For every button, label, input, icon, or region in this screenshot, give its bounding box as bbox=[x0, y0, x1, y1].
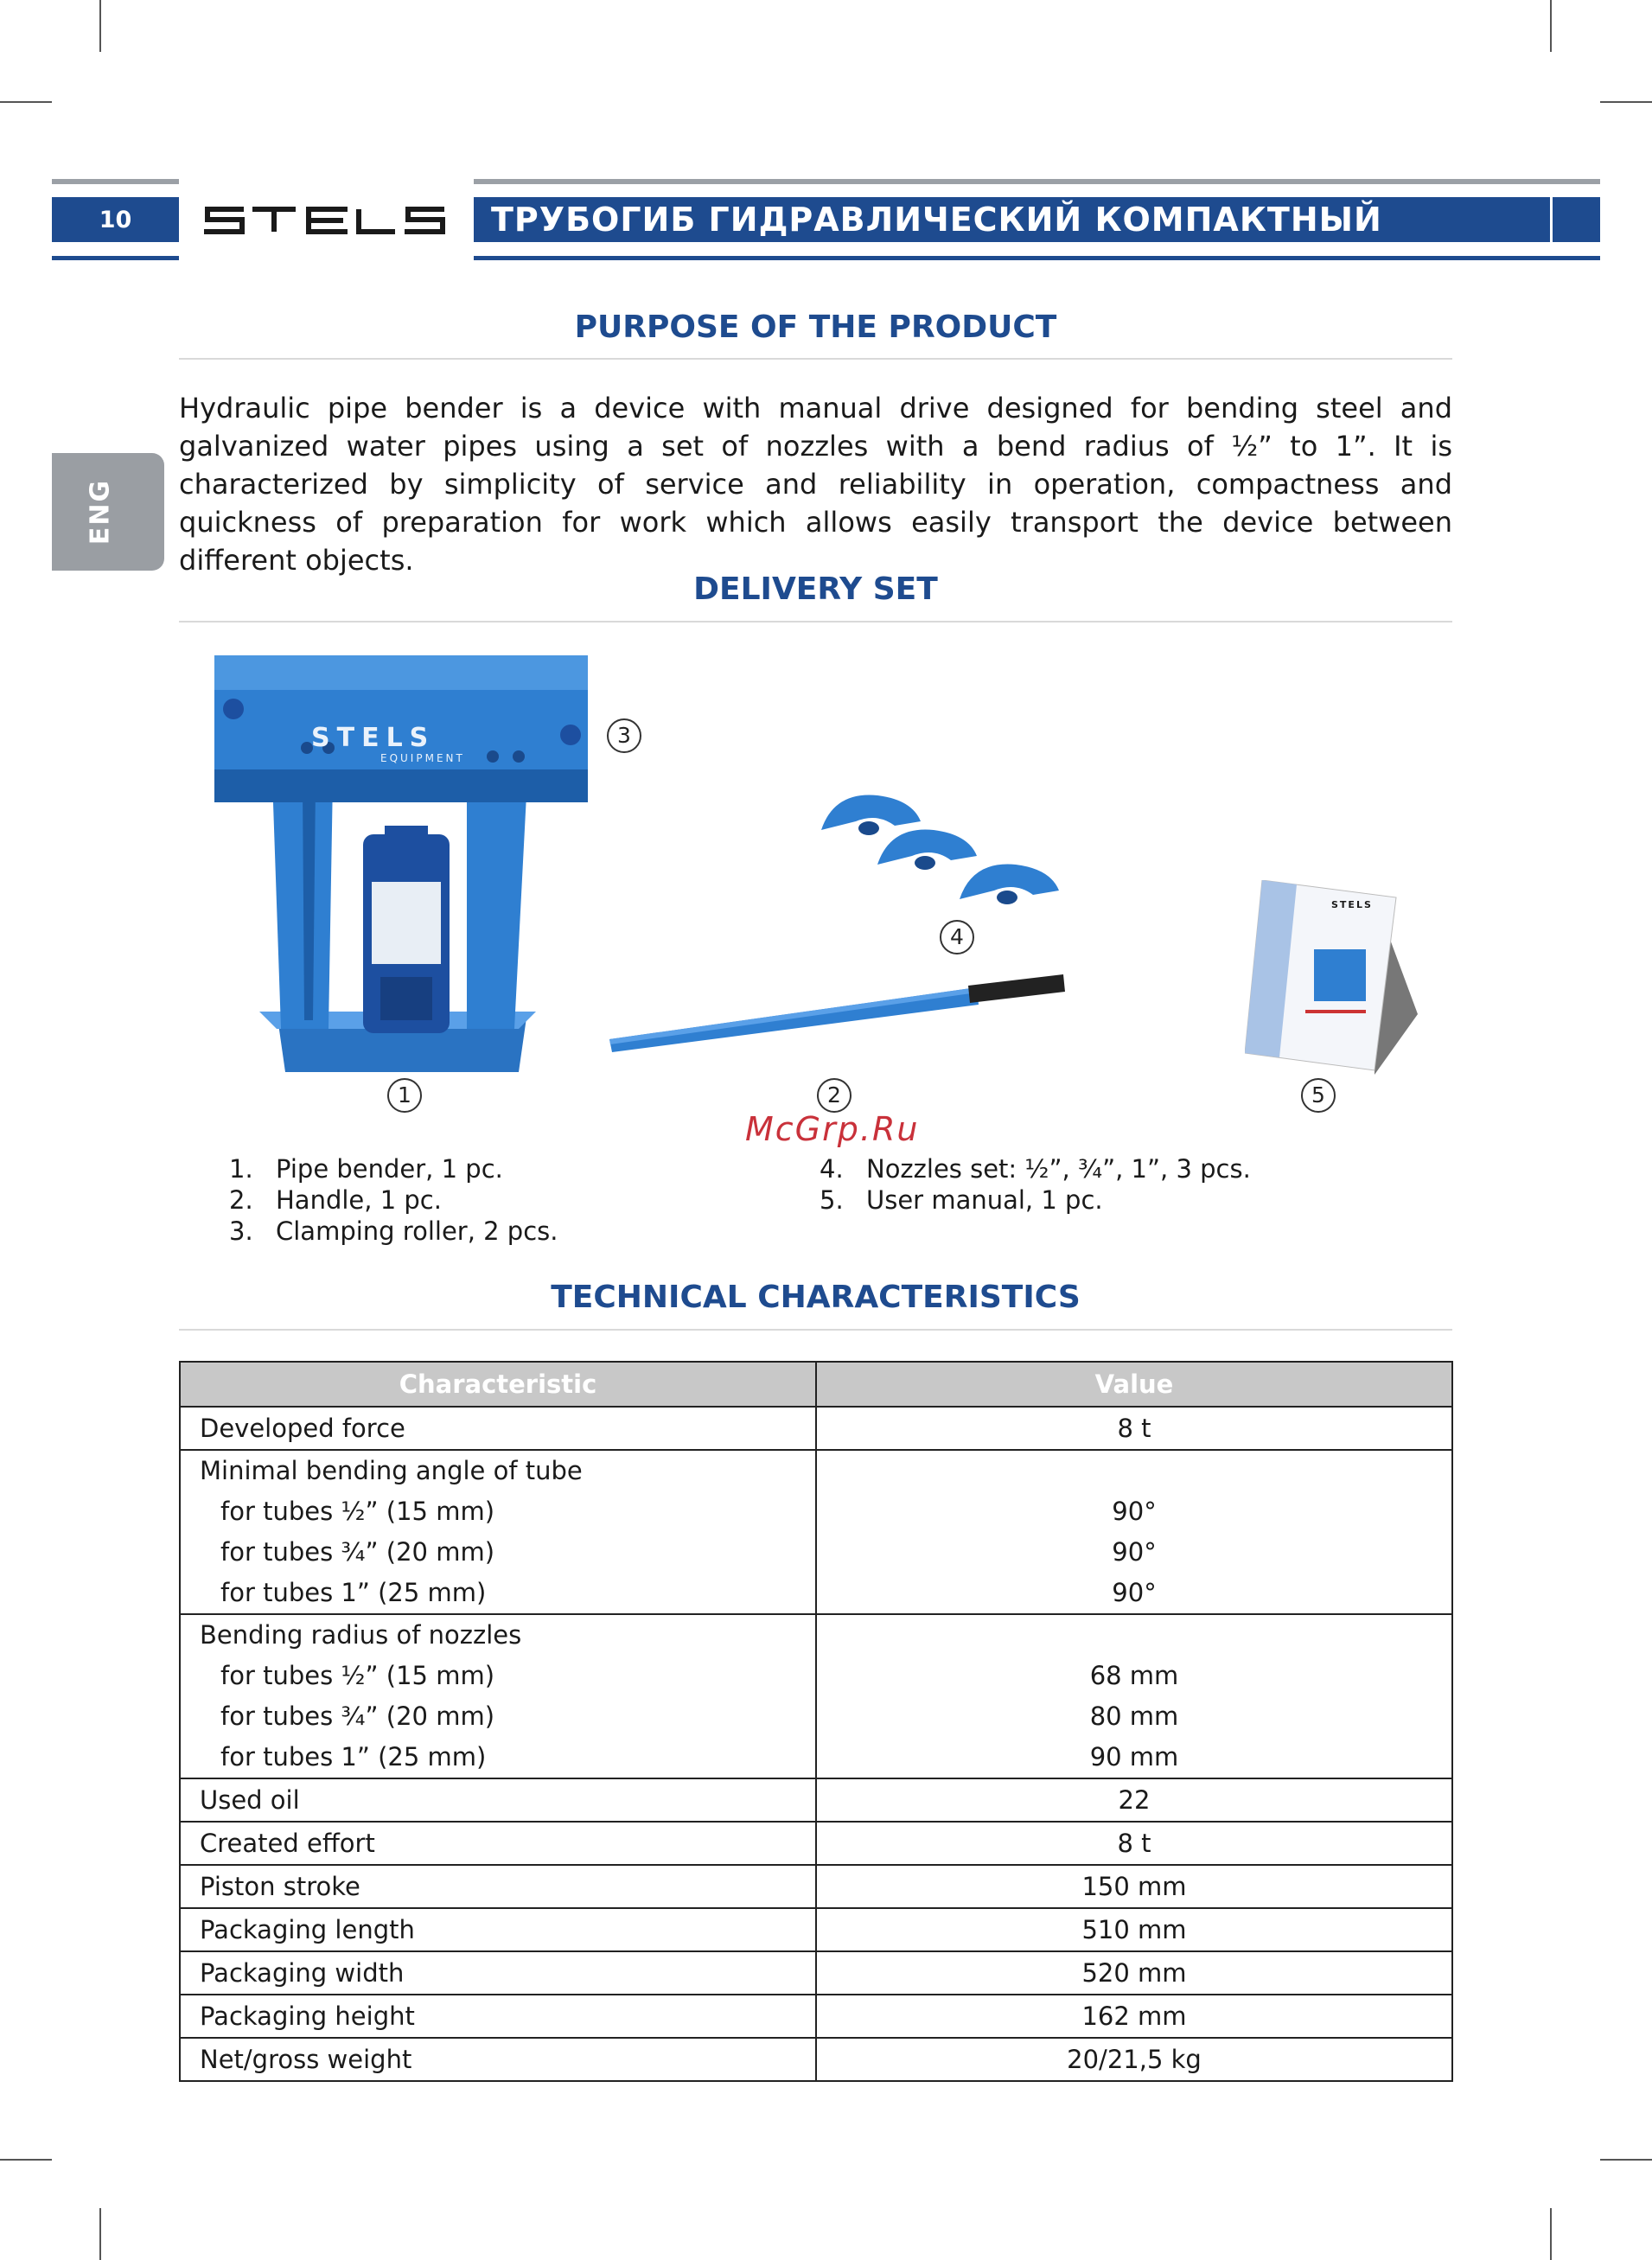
delivery-heading: DELIVERY SET bbox=[693, 571, 938, 607]
callout-3: 3 bbox=[607, 718, 641, 753]
purpose-heading: PURPOSE OF THE PRODUCT bbox=[574, 310, 1057, 345]
language-tab-label: ENG bbox=[85, 478, 116, 546]
document-title-text: ТРУБОГИБ ГИДРАВЛИЧЕСКИЙ КОМПАКТНЫЙ bbox=[491, 201, 1382, 239]
table-row: Created effort 8 t bbox=[180, 1822, 1452, 1865]
delivery-list-right bbox=[820, 1153, 1251, 1216]
document-title bbox=[474, 197, 1600, 242]
language-tab bbox=[52, 453, 164, 571]
crop-mark bbox=[0, 101, 52, 103]
bender-logo: STELS bbox=[311, 723, 436, 753]
header-rule-bottom bbox=[52, 256, 179, 260]
user-manual-image bbox=[1245, 880, 1418, 1079]
purpose-text: Hydraulic pipe bender is a device with manual drive designed for bending steel and galvanized water pipes using a set of nozzles with a bend radius of ½” to 1”. It is characterized by simplicity of service and reliability in operation, compactness and quickness of preparation for work which allows easily transport the device between different objects. bbox=[179, 392, 1452, 577]
header-rule-top bbox=[52, 179, 179, 184]
crop-mark bbox=[99, 2208, 101, 2260]
table-row: Packaging width 520 mm bbox=[180, 1951, 1452, 1995]
callout-5: 5 bbox=[1301, 1078, 1336, 1113]
crop-mark bbox=[99, 0, 101, 52]
crop-mark bbox=[1600, 2159, 1652, 2161]
list-item: 1. Pipe bender, 1 pc. bbox=[229, 1154, 503, 1184]
list-item: 3. Clamping roller, 2 pcs. bbox=[229, 1216, 558, 1246]
table-row: Used oil 22 bbox=[180, 1778, 1452, 1822]
section-rule bbox=[179, 621, 1452, 622]
crop-mark bbox=[1550, 2208, 1552, 2260]
table-row: Packaging height 162 mm bbox=[180, 1995, 1452, 2038]
list-item: 4. Nozzles set: ½”, ¾”, 1”, 3 pcs. bbox=[820, 1154, 1251, 1184]
table-row: Minimal bending angle of tube for tubes ½” (15 mm) for tubes ¾” (20 mm) for tubes 1” (25 mm) 90° 90° 90° bbox=[180, 1450, 1452, 1614]
watermark: McGrp.Ru bbox=[745, 1110, 920, 1148]
table-row: Net/gross weight 20/21,5 kg bbox=[180, 2038, 1452, 2081]
nozzles-image bbox=[817, 787, 1102, 908]
header-rule-top bbox=[474, 179, 1600, 184]
table-row: Bending radius of nozzles for tubes ½” (15 mm) for tubes ¾” (20 mm) for tubes 1” (25 mm) 68 mm 80 mm 90 mm bbox=[180, 1614, 1452, 1778]
handle-image bbox=[605, 970, 1068, 1052]
bender-logo-sub: EQUIPMENT bbox=[380, 752, 465, 764]
delivery-list-left bbox=[229, 1153, 558, 1247]
list-item: 5. User manual, 1 pc. bbox=[820, 1185, 1103, 1215]
pipe-bender-image bbox=[207, 648, 596, 1072]
table-row: Piston stroke 150 mm bbox=[180, 1865, 1452, 1908]
callout-1: 1 bbox=[387, 1078, 422, 1113]
callout-2: 2 bbox=[817, 1078, 852, 1113]
header-rule-bottom bbox=[474, 256, 1600, 260]
callout-4: 4 bbox=[940, 920, 974, 954]
table-row: Packaging length 510 mm bbox=[180, 1908, 1452, 1951]
crop-mark bbox=[0, 2159, 52, 2161]
table-header-row bbox=[180, 1362, 1452, 1407]
spec-table bbox=[179, 1361, 1453, 2082]
table-row: Developed force 8 t bbox=[180, 1407, 1452, 1450]
page-number: 10 bbox=[52, 197, 179, 242]
section-rule bbox=[179, 358, 1452, 360]
manual-logo: STELS bbox=[1331, 899, 1373, 910]
col-value: Value bbox=[816, 1362, 1452, 1407]
tech-heading: TECHNICAL CHARACTERISTICS bbox=[551, 1280, 1081, 1315]
crop-mark bbox=[1550, 0, 1552, 52]
list-item: 2. Handle, 1 pc. bbox=[229, 1185, 442, 1215]
crop-mark bbox=[1600, 101, 1652, 103]
title-divider bbox=[1550, 197, 1553, 242]
brand-logo bbox=[201, 206, 451, 235]
col-characteristic: Characteristic bbox=[180, 1362, 816, 1407]
section-rule bbox=[179, 1329, 1452, 1331]
